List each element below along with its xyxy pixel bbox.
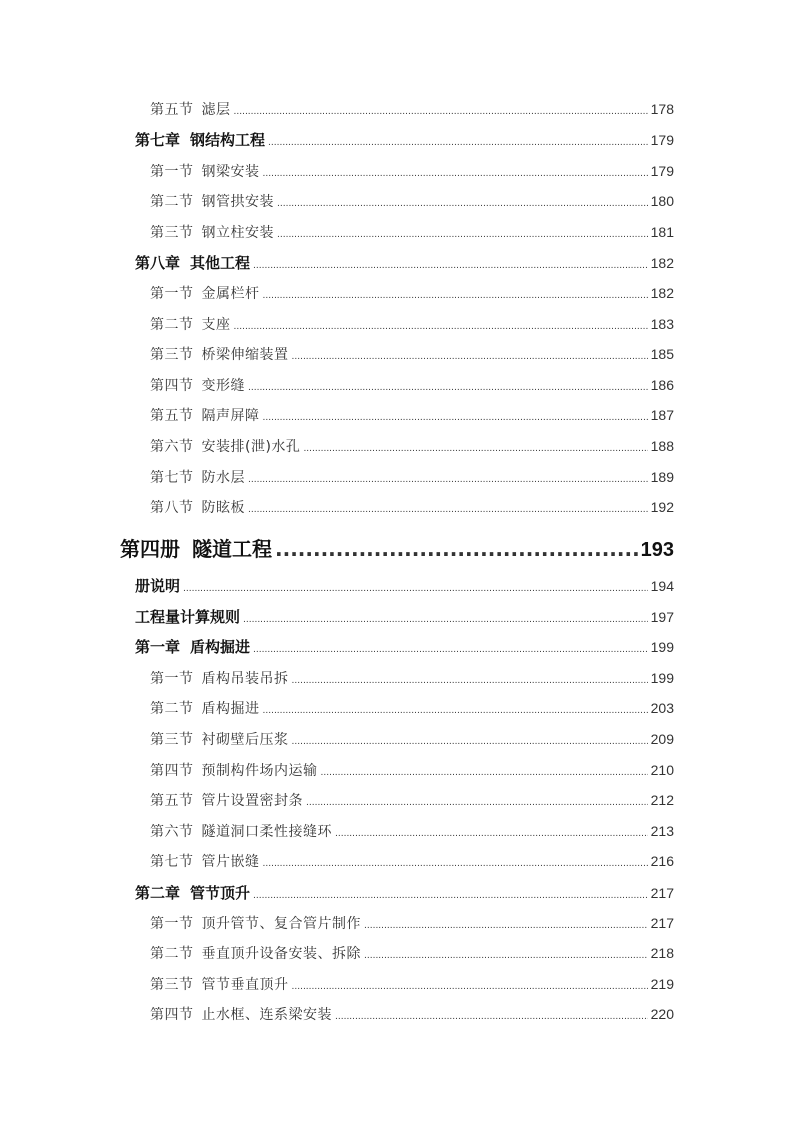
- toc-entry[interactable]: [150, 375, 674, 395]
- entry-number: 第二节: [150, 946, 194, 962]
- dot-leader: [234, 323, 648, 332]
- entry-title: 安装排(泄)水孔: [201, 439, 301, 455]
- entry-number: 第七节: [150, 854, 194, 870]
- entry-number: 第二节: [150, 317, 194, 333]
- entry-number: 第四节: [150, 378, 194, 394]
- entry-number: 第五节: [150, 102, 194, 118]
- entry-number: 第五节: [150, 793, 194, 809]
- page-number: 197: [650, 609, 674, 625]
- entry-title: 防眩板: [201, 500, 245, 516]
- dot-leader: [303, 445, 647, 454]
- toc-entry[interactable]: [150, 1004, 674, 1024]
- toc-entry[interactable]: [150, 821, 674, 841]
- entry-number: 第三节: [150, 347, 194, 363]
- entry-title: 管片嵌缝: [201, 854, 260, 870]
- page-number: 187: [650, 407, 674, 423]
- entry-title: 工程量计算规则: [135, 608, 241, 626]
- entry-number: 第八章: [135, 254, 181, 272]
- toc-entry[interactable]: [150, 191, 674, 211]
- page-number: 188: [650, 438, 674, 454]
- entry-number: 第二节: [150, 194, 194, 210]
- entry-title: 盾构掘进: [190, 638, 251, 656]
- dot-leader: [263, 170, 648, 179]
- entry-number: 第三节: [150, 977, 194, 993]
- page-number: 219: [650, 976, 674, 992]
- dot-leader: [275, 537, 638, 561]
- page-number: 217: [650, 885, 674, 901]
- entry-title: 顶升管节、复合管片制作: [201, 916, 361, 932]
- entry-title: 止水框、连系梁安装: [201, 1007, 332, 1023]
- page-number: 210: [650, 762, 674, 778]
- entry-title: 变形缝: [201, 378, 245, 394]
- dot-leader: [183, 584, 648, 594]
- entry-number: 第六节: [150, 439, 194, 455]
- entry-title: 管节垂直顶升: [201, 977, 289, 993]
- entry-number: 第三节: [150, 225, 194, 241]
- toc-entry[interactable]: [150, 668, 674, 688]
- page-number: 182: [650, 255, 674, 271]
- page-number: 180: [650, 193, 674, 209]
- page-number: 186: [650, 377, 674, 393]
- page-number: 181: [650, 224, 674, 240]
- toc-entry[interactable]: [150, 344, 674, 364]
- page-number: 192: [650, 499, 674, 515]
- toc-entry[interactable]: [150, 436, 674, 456]
- dot-leader: [263, 860, 648, 869]
- page-number: 182: [650, 285, 674, 301]
- toc-entry[interactable]: [150, 760, 674, 780]
- entry-number: 第三节: [150, 732, 194, 748]
- toc-entry[interactable]: [150, 283, 674, 303]
- page-number: 199: [650, 670, 674, 686]
- dot-leader: [248, 384, 648, 393]
- entry-number: 第一节: [150, 164, 194, 180]
- entry-title: 管节顶升: [190, 884, 251, 902]
- entry-number: 第七章: [135, 131, 181, 149]
- page-number: 217: [650, 915, 674, 931]
- toc-entry[interactable]: [150, 943, 674, 963]
- page-number: 209: [650, 731, 674, 747]
- entry-title: 支座: [201, 317, 231, 333]
- dot-leader: [292, 353, 648, 362]
- toc-entry[interactable]: [150, 698, 674, 718]
- entry-title: 册说明: [135, 577, 181, 595]
- entry-title: 隔声屏障: [201, 408, 260, 424]
- entry-title: 隧道洞口柔性接缝环: [201, 824, 332, 840]
- toc-entry[interactable]: [150, 851, 674, 871]
- entry-number: 第七节: [150, 470, 194, 486]
- entry-title: 盾构掘进: [201, 701, 260, 717]
- dot-leader: [292, 983, 648, 992]
- entry-number: 第一节: [150, 916, 194, 932]
- entry-title: 盾构吊装吊拆: [201, 671, 289, 687]
- toc-chapter-entry[interactable]: [135, 252, 674, 273]
- page-number: 220: [650, 1006, 674, 1022]
- dot-leader: [292, 738, 648, 747]
- dot-leader: [306, 799, 648, 808]
- entry-number: 第四节: [150, 1007, 194, 1023]
- toc-entry[interactable]: [150, 974, 674, 994]
- page-number: 216: [650, 853, 674, 869]
- entry-number: 第五节: [150, 408, 194, 424]
- page-number: 212: [650, 792, 674, 808]
- entry-title: 钢管拱安装: [201, 194, 274, 210]
- entry-number: 第八节: [150, 500, 194, 516]
- dot-leader: [253, 645, 648, 655]
- toc-chapter-entry[interactable]: [135, 636, 674, 657]
- toc-entry[interactable]: [150, 222, 674, 242]
- entry-number: 第一章: [135, 638, 181, 656]
- toc-chapter-entry[interactable]: [135, 575, 674, 596]
- dot-leader: [335, 830, 648, 839]
- dot-leader: [253, 891, 648, 901]
- page-number: 199: [650, 639, 674, 655]
- entry-number: 第六节: [150, 824, 194, 840]
- toc-chapter-entry[interactable]: [135, 129, 674, 150]
- entry-title: 钢梁安装: [201, 164, 260, 180]
- entry-title: 管片设置密封条: [201, 793, 303, 809]
- toc-entry[interactable]: [150, 913, 674, 933]
- entry-title: 桥梁伸缩装置: [201, 347, 289, 363]
- page-number: 194: [650, 578, 674, 594]
- page-number: 179: [650, 163, 674, 179]
- page-number: 193: [640, 539, 674, 561]
- entry-number: 第二节: [150, 701, 194, 717]
- entry-title: 衬砌壁后压浆: [201, 732, 289, 748]
- page-number: 183: [650, 316, 674, 332]
- entry-number: 第一节: [150, 671, 194, 687]
- dot-leader: [234, 108, 648, 117]
- entry-number: 第四节: [150, 763, 194, 779]
- page-number: 185: [650, 346, 674, 362]
- entry-title: 隧道工程: [192, 537, 272, 561]
- dot-leader: [263, 414, 648, 423]
- entry-title: 其他工程: [190, 254, 251, 272]
- dot-leader: [364, 922, 648, 931]
- dot-leader: [248, 506, 648, 515]
- dot-leader: [292, 677, 648, 686]
- entry-title: 预制构件场内运输: [201, 763, 318, 779]
- page-number: 203: [650, 700, 674, 716]
- toc-book-entry[interactable]: [120, 533, 674, 562]
- dot-leader: [263, 707, 648, 716]
- dot-leader: [268, 138, 648, 148]
- toc-entry[interactable]: [150, 314, 674, 334]
- page-number: 218: [650, 945, 674, 961]
- dot-leader: [335, 1013, 648, 1022]
- toc-entry[interactable]: [150, 161, 674, 181]
- entry-title: 滤层: [201, 102, 231, 118]
- page-number: 178: [650, 101, 674, 117]
- toc-entry[interactable]: [150, 99, 674, 119]
- dot-leader: [321, 769, 648, 778]
- dot-leader: [364, 952, 648, 961]
- page-number: 213: [650, 823, 674, 839]
- dot-leader: [253, 261, 648, 271]
- toc-chapter-entry[interactable]: [135, 606, 674, 627]
- toc-entry[interactable]: [150, 729, 674, 749]
- toc-entry[interactable]: [150, 405, 674, 425]
- dot-leader: [277, 231, 648, 240]
- entry-title: 钢立柱安装: [201, 225, 274, 241]
- toc-entry[interactable]: [150, 467, 674, 487]
- entry-number: 第四册: [120, 537, 180, 561]
- toc-entry[interactable]: [150, 497, 674, 517]
- entry-title: 防水层: [201, 470, 245, 486]
- entry-title: 钢结构工程: [190, 131, 266, 149]
- entry-number: 第一节: [150, 286, 194, 302]
- dot-leader: [248, 476, 648, 485]
- entry-number: 第二章: [135, 884, 181, 902]
- dot-leader: [243, 615, 648, 625]
- page-number: 189: [650, 469, 674, 485]
- toc-chapter-entry[interactable]: [135, 882, 674, 903]
- page-number: 179: [650, 132, 674, 148]
- toc-entry[interactable]: [150, 790, 674, 810]
- dot-leader: [263, 292, 648, 301]
- dot-leader: [277, 200, 648, 209]
- entry-title: 金属栏杆: [201, 286, 260, 302]
- entry-title: 垂直顶升设备安装、拆除: [201, 946, 361, 962]
